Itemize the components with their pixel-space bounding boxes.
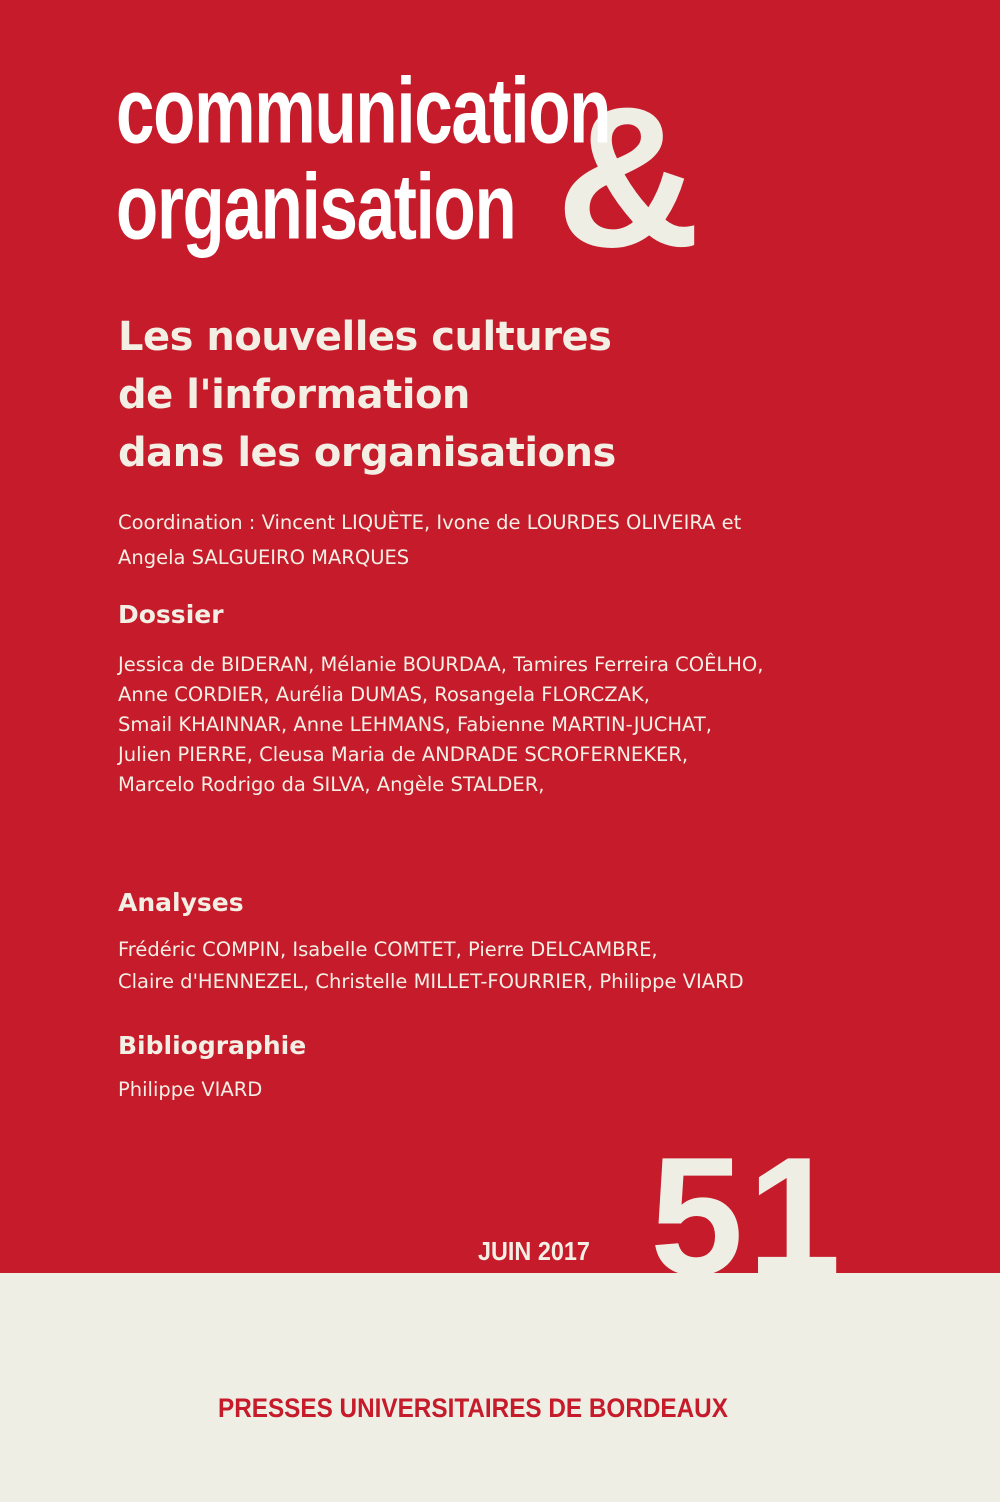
author-line: Anne CORDIER, Aurélia DUMAS, Rosangela FLORCZAK, bbox=[118, 683, 650, 706]
author-line: Jessica de BIDERAN, Mélanie BOURDAA, Tamires Ferreira COÊLHO, bbox=[118, 653, 764, 676]
title-line: dans les organisations bbox=[118, 430, 616, 476]
analyses-heading: Analyses bbox=[118, 888, 244, 917]
analyses-authors bbox=[118, 934, 744, 998]
author-line: Claire d'HENNEZEL, Christelle MILLET-FOURRIER, Philippe VIARD bbox=[118, 970, 744, 993]
dossier-heading: Dossier bbox=[118, 600, 224, 629]
bibliographie-authors bbox=[118, 1075, 262, 1105]
logo-organisation: organisation bbox=[116, 153, 516, 259]
author-line: Smail KHAINNAR, Anne LEHMANS, Fabienne MARTIN-JUCHAT, bbox=[118, 713, 712, 736]
issue-number: 51 bbox=[650, 1122, 845, 1310]
coordination-line: Coordination : Vincent LIQUÈTE, Ivone de LOURDES OLIVEIRA et bbox=[118, 511, 742, 534]
issue-date: JUIN 2017 bbox=[478, 1236, 590, 1266]
logo-communication: communication bbox=[116, 57, 611, 163]
issue-title bbox=[118, 308, 616, 482]
title-line: Les nouvelles cultures bbox=[118, 314, 612, 360]
author-line: Philippe VIARD bbox=[118, 1078, 263, 1101]
bibliographie-heading: Bibliographie bbox=[118, 1031, 307, 1060]
author-line: Julien PIERRE, Cleusa Maria de ANDRADE SCROFERNEKER, bbox=[118, 743, 689, 766]
publisher: PRESSES UNIVERSITAIRES DE BORDEAUX bbox=[218, 1393, 728, 1423]
logo-ampersand: & bbox=[556, 66, 701, 289]
author-line: Marcelo Rodrigo da SILVA, Angèle STALDER, bbox=[118, 773, 545, 796]
coordination bbox=[118, 505, 741, 575]
dossier-authors bbox=[118, 650, 763, 800]
coordination-line: Angela SALGUEIRO MARQUES bbox=[118, 546, 410, 569]
author-line: Frédéric COMPIN, Isabelle COMTET, Pierre DELCAMBRE, bbox=[118, 938, 658, 961]
title-line: de l'information bbox=[118, 372, 470, 418]
